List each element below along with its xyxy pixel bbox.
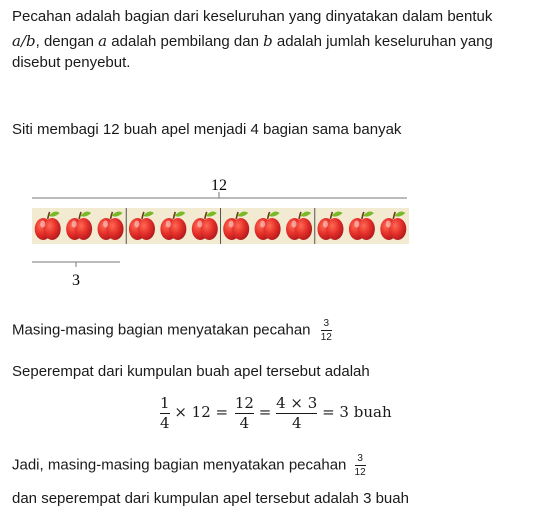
fraction-3-12 (355, 453, 366, 478)
intro-text: adalah pembilang dan (107, 33, 264, 50)
fraction-denominator: 12 (354, 467, 366, 478)
fraction-denominator: 4 (291, 413, 302, 432)
apple-highlight (103, 221, 108, 228)
variable-b: b (263, 32, 273, 50)
total-label: 12 (211, 177, 227, 194)
statement-fraction-line (12, 318, 332, 343)
apple-highlight (229, 221, 234, 228)
equation-equals: = (258, 403, 272, 421)
fraction-3-12 (321, 318, 332, 343)
fraction-denominator: 4 (239, 413, 250, 432)
apple-right-lobe (75, 218, 92, 240)
apple-right-lobe (389, 218, 406, 240)
fraction-denominator: 12 (320, 332, 332, 343)
fraction-4x3-4 (276, 395, 317, 431)
apple-right-lobe (295, 218, 312, 240)
intro-line-1: Pecahan adalah bagian dari keseluruhan yang dinyatakan dalam bentuk (12, 8, 493, 25)
statement-text: Masing-masing bagian menyatakan pecahan (12, 321, 311, 339)
variable-ab: a/b (12, 32, 36, 50)
apple-right-lobe (264, 218, 281, 240)
conclusion-text: Jadi, masing-masing bagian menyatakan pecahan (12, 456, 347, 474)
problem-statement: Siti membagi 12 buah apel menjadi 4 bagian sama banyak (12, 121, 402, 138)
statement-quarter: Seperempat dari kumpulan buah apel tersebut adalah (12, 363, 370, 380)
apple-diagram (0, 168, 555, 293)
apple-highlight (354, 221, 359, 228)
apple-right-lobe (358, 218, 375, 240)
apple-highlight (260, 221, 265, 228)
part-label: 3 (72, 272, 80, 289)
apple-highlight (197, 221, 202, 228)
apple-highlight (386, 221, 391, 228)
equation (160, 395, 392, 431)
apple-highlight (40, 221, 45, 228)
fraction-numerator: 1 (160, 394, 170, 412)
apple-right-lobe (107, 218, 124, 240)
apple-right-lobe (201, 218, 218, 240)
fraction-numerator: 3 (323, 318, 330, 329)
fraction-numerator: 4 × 3 (276, 394, 318, 412)
intro-text: adalah jumlah keseluruhan yang (272, 33, 493, 50)
equation-result: = 3 buah (322, 403, 392, 421)
apple-highlight (72, 221, 77, 228)
fraction-bar (355, 465, 366, 466)
fraction-12-4 (235, 395, 254, 431)
intro-text: , dengan (35, 33, 99, 50)
apple-right-lobe (326, 218, 343, 240)
variable-a: a (98, 32, 108, 50)
fraction-numerator: 12 (234, 394, 254, 412)
conclusion-final: dan seperempat dari kumpulan apel tersebut adalah 3 buah (12, 490, 409, 507)
equation-times: × 12 = (174, 403, 229, 421)
apple-right-lobe (169, 218, 186, 240)
apple-highlight (292, 221, 297, 228)
apple-highlight (134, 221, 139, 228)
fraction-bar (321, 330, 332, 331)
apple-right-lobe (138, 218, 155, 240)
apple-highlight (166, 221, 171, 228)
intro-line-3: disebut penyebut. (12, 54, 131, 71)
fraction-denominator: 4 (160, 413, 170, 432)
intro-line-2 (12, 32, 493, 50)
apple-highlight (323, 221, 328, 228)
apple-right-lobe (44, 218, 61, 240)
apple-right-lobe (232, 218, 249, 240)
conclusion-fraction-line (12, 453, 366, 478)
fraction-1-4 (160, 395, 170, 431)
fraction-numerator: 3 (357, 453, 363, 464)
